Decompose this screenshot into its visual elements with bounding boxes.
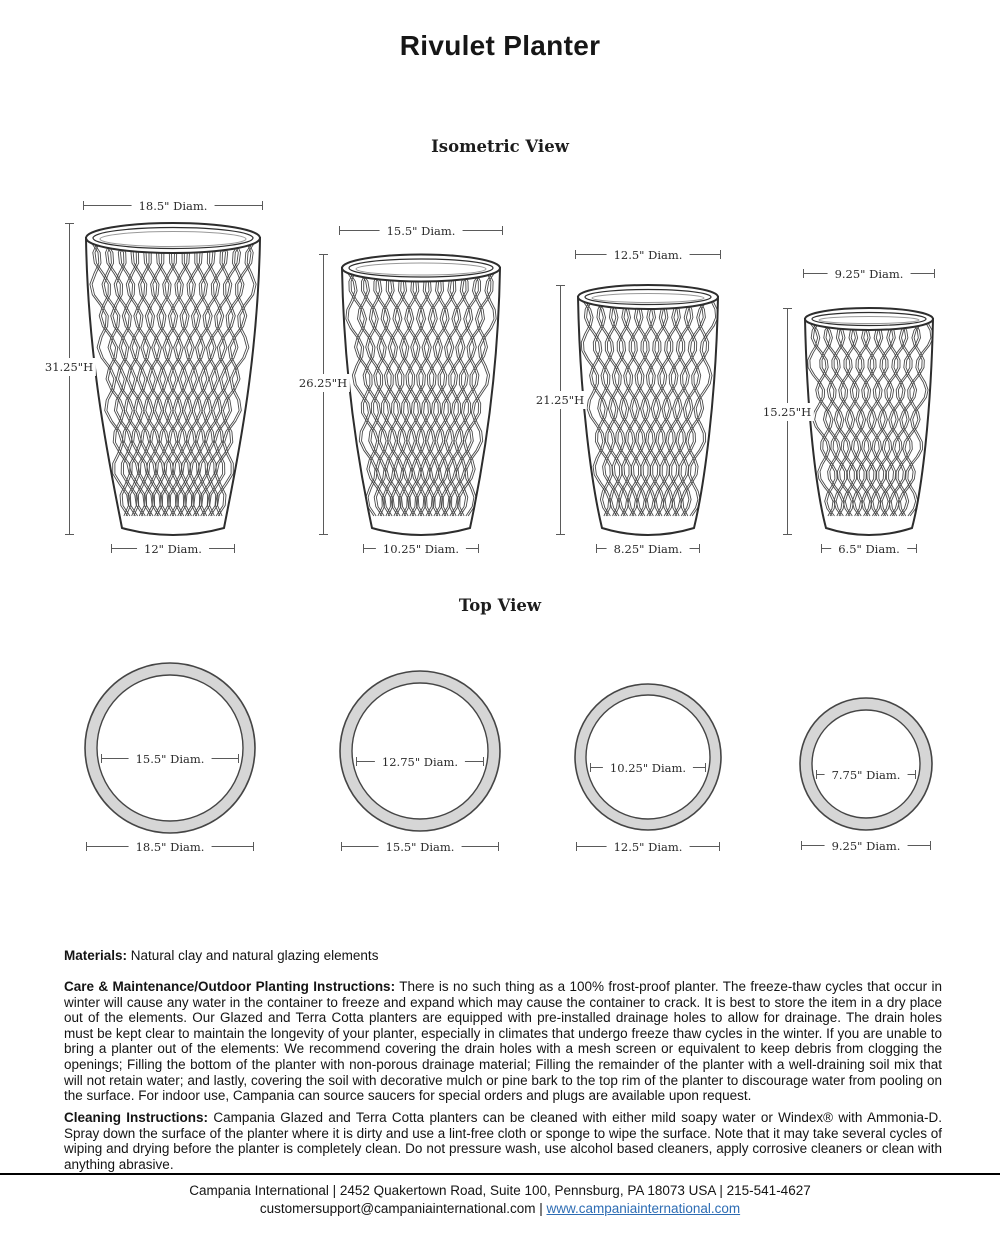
top-view-ring-2 bbox=[340, 671, 500, 831]
dim-label: 18.5" Diam. bbox=[132, 199, 215, 213]
cleaning-text: Campania Glazed and Terra Cotta planters can be cleaned with either mild soapy water or Windex® with Ammonia-D. Spray down the surface of the planter where it is dirty and use a lint-free cloth or sponge to wipe the surface. Note that it may take several cycles of wiping and drying before the planter is completely clean. Do not pressure wash, use alcohol based cleaners, apply corrosive cleaners or clean with anything abrasive. bbox=[64, 1110, 942, 1172]
dim-label: 15.5" Diam. bbox=[380, 224, 463, 238]
dim-label: 6.5" Diam. bbox=[831, 542, 907, 556]
footer-address-line: Campania International | 2452 Quakertown Road, Suite 100, Pennsburg, PA 18073 USA | 215-541-4627 bbox=[189, 1183, 811, 1198]
dim-label: 18.5" Diam. bbox=[129, 840, 212, 854]
dim-height-4 bbox=[762, 308, 812, 535]
rivulet-texture bbox=[808, 323, 933, 516]
dim-label: 8.25" Diam. bbox=[607, 542, 690, 556]
rivulet-texture bbox=[346, 272, 496, 516]
dim-ring-outer-3 bbox=[576, 840, 720, 853]
dim-bottom-diam-1 bbox=[111, 542, 235, 555]
dim-height-3 bbox=[535, 285, 585, 535]
top-view-ring-1 bbox=[85, 663, 255, 833]
page-title: Rivulet Planter bbox=[399, 30, 601, 61]
cleaning-instructions bbox=[64, 1110, 942, 1172]
top-view-heading: Top View bbox=[458, 596, 542, 615]
dim-label: 9.25" Diam. bbox=[825, 839, 908, 853]
care-text: There is no such thing as a 100% frost-proof planter. The freeze-thaw cycles that occur in winter will cause any water in the container to freeze and expand which may cause the container to crack. It is best to store the item in a dry place out of the elements. Our Glazed and Terra Cotta planters are equipped with pre-installed drainage holes to allow for drainage. The drain holes must be kept clear to maintain the longevity of your planter, especially in climates that undergo freeze thaw cycles in the winter. If you are unable to bring a planter out of the elements: We recommend covering the drain holes with a mesh screen or equivalent to keep debris from clogging the openings; Filling the bottom of the planter with non-porous drainage material; Filling the remainder of the planter with a well-draining soil mix that will not retain water; and lastly, covering the soil with decorative mulch or pine bark to the top rim of the planter to discourage water from pooling on the surface. For indoor use, Campania can source saucers for special orders and plugs are available upon request. bbox=[64, 979, 942, 1104]
dim-height-2 bbox=[298, 254, 348, 535]
dim-label: 10.25" Diam. bbox=[376, 542, 466, 556]
planter-drawing-2 bbox=[342, 255, 500, 536]
dim-top-diam-4 bbox=[803, 267, 935, 280]
dim-label: 31.25"H bbox=[42, 358, 96, 376]
footer-email: customersupport@campaniainternational.com bbox=[259, 1200, 536, 1216]
materials-text: Natural clay and natural glazing elements bbox=[130, 948, 379, 963]
rivulet-texture bbox=[90, 242, 256, 516]
dim-label: 26.25"H bbox=[296, 374, 350, 392]
dim-label: 9.25" Diam. bbox=[828, 267, 911, 281]
planter-drawing-1 bbox=[86, 223, 260, 535]
top-view-ring-3 bbox=[575, 684, 721, 830]
planter-drawing-4 bbox=[805, 308, 933, 535]
care-label: Care & Maintenance/Outdoor Planting Instructions: bbox=[64, 979, 396, 994]
dim-ring-inner-1 bbox=[101, 752, 239, 765]
dim-bottom-diam-4 bbox=[821, 542, 917, 555]
dim-bottom-diam-3 bbox=[596, 542, 700, 555]
dim-ring-inner-3 bbox=[590, 761, 706, 774]
planter-drawing-3 bbox=[578, 285, 718, 535]
dim-ring-outer-2 bbox=[341, 840, 499, 853]
dim-label: 12" Diam. bbox=[137, 542, 209, 556]
dim-label: 15.25"H bbox=[760, 403, 814, 421]
footer-divider bbox=[0, 1173, 1000, 1175]
dim-label: 15.5" Diam. bbox=[379, 840, 462, 854]
care-instructions bbox=[64, 979, 942, 1104]
isometric-view-heading: Isometric View bbox=[431, 137, 569, 156]
cleaning-label: Cleaning Instructions: bbox=[64, 1110, 209, 1125]
rivulet-texture bbox=[581, 301, 718, 516]
dim-label: 7.75" Diam. bbox=[825, 768, 908, 782]
footer-contact-line bbox=[0, 1200, 1000, 1218]
dim-label: 12.75" Diam. bbox=[375, 755, 465, 769]
materials-line bbox=[64, 948, 942, 964]
top-view-ring-4 bbox=[800, 698, 932, 830]
dim-top-diam-2 bbox=[339, 224, 503, 237]
dim-ring-inner-2 bbox=[356, 755, 484, 768]
dim-bottom-diam-2 bbox=[363, 542, 479, 555]
materials-label: Materials: bbox=[64, 948, 128, 963]
dim-ring-outer-1 bbox=[86, 840, 254, 853]
dim-label: 10.25" Diam. bbox=[603, 761, 693, 775]
dim-label: 12.5" Diam. bbox=[607, 248, 690, 262]
dim-label: 15.5" Diam. bbox=[129, 752, 212, 766]
footer bbox=[0, 1182, 1000, 1217]
dim-label: 12.5" Diam. bbox=[607, 840, 690, 854]
dim-top-diam-3 bbox=[575, 248, 721, 261]
dim-ring-inner-4 bbox=[816, 768, 916, 781]
dim-top-diam-1 bbox=[83, 199, 263, 212]
footer-website-link[interactable]: www.campaniainternational.com bbox=[546, 1200, 741, 1216]
dim-height-1 bbox=[44, 223, 94, 535]
footer-separator: | bbox=[535, 1200, 547, 1216]
dim-ring-outer-4 bbox=[801, 839, 931, 852]
dim-label: 21.25"H bbox=[533, 391, 587, 409]
